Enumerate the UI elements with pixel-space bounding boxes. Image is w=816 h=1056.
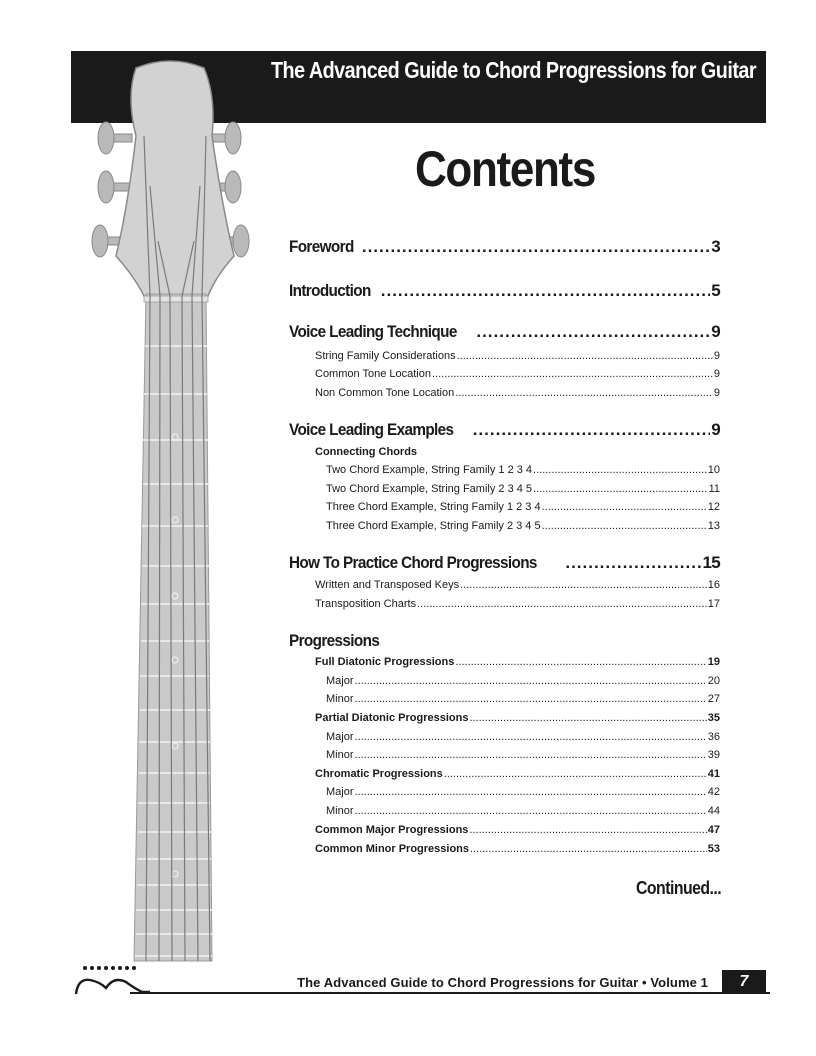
toc-leader-dots [362, 237, 710, 257]
toc-leader-dots [381, 281, 710, 301]
toc-entry-label: Common Major Progressions [315, 824, 469, 836]
toc-entry-label: Chromatic Progressions [315, 768, 443, 780]
toc-leader-dots [355, 731, 707, 743]
toc-entry [326, 520, 720, 532]
toc-entry-label: Major [326, 786, 354, 798]
toc-entry-page: 15 [702, 553, 720, 572]
continued-label: Continued... [636, 878, 722, 898]
footer-decoration-icon [70, 962, 150, 1002]
toc-entry-label: Common Tone Location [315, 368, 431, 380]
toc-entry-page: 3 [711, 237, 720, 256]
headstock [116, 61, 234, 296]
toc-leader-dots [457, 350, 713, 362]
toc-leader-dots [355, 749, 707, 761]
toc-entry-label: Two Chord Example, String Family 1 2 3 4 [326, 464, 533, 476]
toc-entry [315, 350, 720, 362]
toc-leader-dots [417, 598, 707, 610]
toc-leader-dots [469, 824, 706, 836]
toc-entry [315, 656, 720, 668]
toc-entry-page: 47 [707, 824, 720, 836]
toc-entry-label: Connecting Chords [315, 446, 418, 458]
toc-leader-dots [355, 805, 707, 817]
toc-entry-label: Transposition Charts [315, 598, 417, 610]
header-title: The Advanced Guide to Chord Progressions for Guitar [270, 57, 756, 83]
toc-entry [315, 768, 720, 780]
toc-leader-dots [455, 387, 713, 399]
toc-entry-label: Major [326, 731, 354, 743]
toc-entry-label: String Family Considerations [315, 350, 456, 362]
toc-entry-page: 13 [707, 520, 720, 532]
toc-leader-dots [533, 464, 707, 476]
toc-entry [315, 446, 720, 458]
toc-leader-dots [355, 675, 707, 687]
toc-entry-label: Full Diatonic Progressions [315, 656, 455, 668]
toc-entry [315, 824, 720, 836]
page-number: 7 [722, 970, 766, 994]
toc-entry-page: 9 [711, 322, 720, 341]
toc-entry-label: Voice Leading Examples [289, 420, 454, 439]
toc-entry-page: 17 [707, 598, 720, 610]
toc-entry-label: Written and Transposed Keys [315, 579, 460, 591]
toc-entry-label: Minor [326, 749, 354, 761]
toc-entry-label: Common Minor Progressions [315, 843, 470, 855]
toc-entry [326, 675, 720, 687]
toc-entry [315, 598, 720, 610]
toc-entry-page: 44 [707, 805, 720, 817]
toc-entry-label: Major [326, 675, 354, 687]
toc-entry-page: 53 [707, 843, 720, 855]
toc-entry-label: How To Practice Chord Progressions [289, 553, 537, 572]
toc-leader-dots [565, 553, 701, 573]
toc-leader-dots [432, 368, 713, 380]
toc-entry-label: Two Chord Example, String Family 2 3 4 5 [326, 483, 533, 495]
toc-leader-dots [533, 483, 708, 495]
toc-entry [315, 368, 720, 380]
toc-entry-page: 10 [707, 464, 720, 476]
toc-entry [326, 749, 720, 761]
toc-entry-label: Minor [326, 805, 354, 817]
toc-entry-page: 19 [707, 656, 720, 668]
toc-entry [326, 464, 720, 476]
toc-entry-page: 42 [707, 786, 720, 798]
toc-entry-label: Non Common Tone Location [315, 387, 455, 399]
guitar-neck-illustration [88, 56, 258, 966]
toc-entry [289, 281, 720, 301]
toc-leader-dots [473, 420, 711, 440]
toc-entry [289, 631, 720, 651]
toc-leader-dots [470, 843, 707, 855]
toc-leader-dots [355, 693, 707, 705]
toc-entry-label: Minor [326, 693, 354, 705]
toc-leader-dots [455, 656, 706, 668]
toc-entry-page: 35 [707, 712, 720, 724]
toc-entry-label: Three Chord Example, String Family 1 2 3 4 [326, 501, 541, 513]
toc-entry [289, 237, 720, 257]
toc-entry [315, 387, 720, 399]
toc-entry [326, 786, 720, 798]
toc-entry [315, 712, 720, 724]
toc-entry [315, 579, 720, 591]
toc-entry [289, 420, 720, 440]
toc-entry-page: 9 [713, 387, 720, 399]
toc-leader-dots [444, 768, 707, 780]
toc-entry-label: Progressions [289, 631, 380, 650]
toc-leader-dots [460, 579, 707, 591]
toc-leader-dots [469, 712, 706, 724]
page-title: Contents [414, 141, 596, 197]
toc-entry-label: Foreword [289, 237, 354, 256]
toc-entry-label: Partial Diatonic Progressions [315, 712, 469, 724]
toc-entry-page: 11 [708, 483, 720, 495]
toc-entry [289, 553, 720, 573]
toc-entry [326, 693, 720, 705]
footer-text: The Advanced Guide to Chord Progressions for Guitar • Volume 1 [297, 975, 708, 990]
toc-entry-page: 36 [707, 731, 720, 743]
toc-entry-page: 5 [711, 281, 720, 300]
toc-entry [326, 501, 720, 513]
toc-leader-dots [355, 786, 707, 798]
toc-entry [289, 322, 720, 342]
toc-entry-page: 27 [707, 693, 720, 705]
toc-entry-label: Three Chord Example, String Family 2 3 4 5 [326, 520, 541, 532]
toc-entry [326, 731, 720, 743]
toc-entry [315, 843, 720, 855]
toc-leader-dots [542, 501, 707, 513]
toc-entry-label: Voice Leading Technique [289, 322, 457, 341]
toc-entry-page: 16 [707, 579, 720, 591]
footer-rule [130, 992, 770, 994]
toc-leader-dots [542, 520, 707, 532]
toc-leader-dots [476, 322, 710, 342]
toc-entry [326, 805, 720, 817]
toc-entry-page: 9 [711, 420, 720, 439]
toc-entry-page: 9 [713, 368, 720, 380]
toc-entry-page: 9 [713, 350, 720, 362]
toc-entry-page: 41 [707, 768, 720, 780]
toc-entry [326, 483, 720, 495]
toc-entry-page: 20 [707, 675, 720, 687]
toc-entry-page: 39 [707, 749, 720, 761]
toc-entry-label: Introduction [289, 281, 371, 300]
toc-entry-page: 12 [707, 501, 720, 513]
